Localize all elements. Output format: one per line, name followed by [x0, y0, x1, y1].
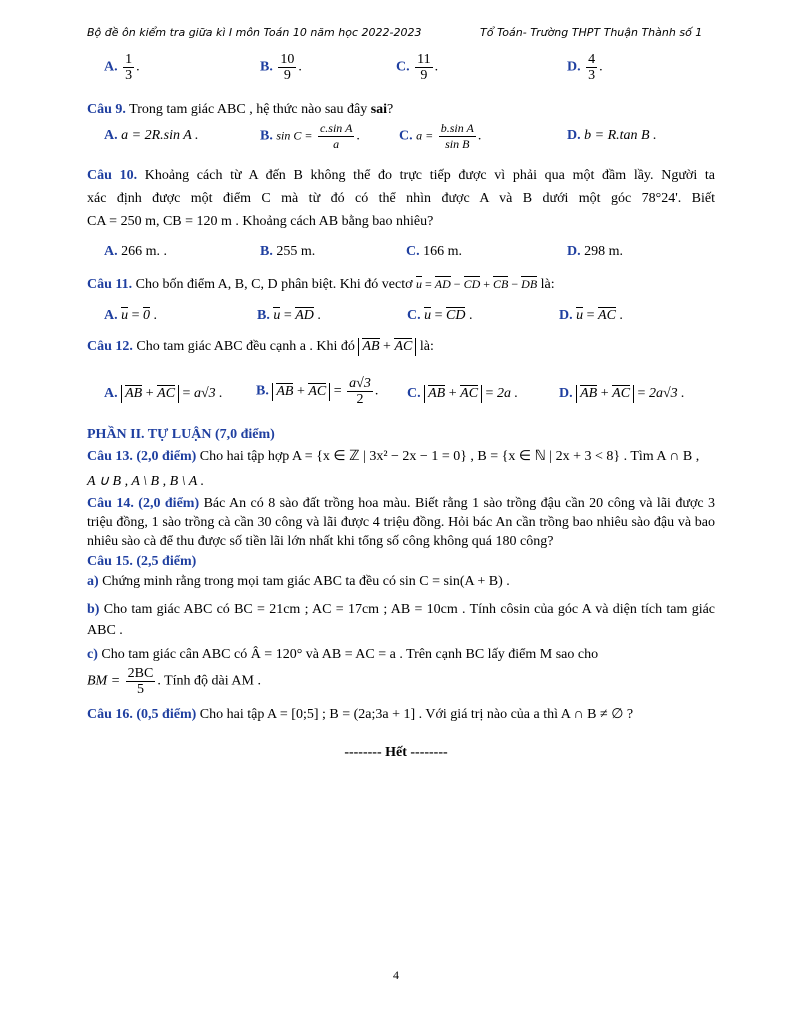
question-14: Câu 14. (2,0 điểm) Bác An có 8 sào đất trồng hoa màu. Biết rằng 1 sào trồng đậu cần 20 công và lãi được 3 triệu đồng, 1 sào trồng cà cần 30 công và lãi được 4 triệu đồng. Hỏi bác An cần trồng bao nhiêu sào đậu và bao nhiêu sào cà để thu được số tiền lãi lớn nhất khi tổng số công không quá 180 công? [87, 496, 716, 549]
end-marker: -------- Hết -------- [344, 745, 448, 760]
q10-answer-b: B. 255 m. [260, 244, 316, 259]
q11-answer-b: B. u = AD . [257, 308, 321, 323]
q8-answer-d: D. $\frac{4}{3}$ . [567, 52, 603, 83]
question-16: Câu 16. (0,5 điểm) Cho hai tập A = [0;5] ; B = (2a;3a + 1] . Với giá trị nào của a thì A ∩ B ≠ ∅ ? [87, 707, 634, 722]
question-11: Câu 11. Cho bốn điểm A, B, C, D phân biệt. Khi đó vectơ u = AD − CD + CB − DB là: [87, 277, 555, 292]
q8-answer-b: B. $\frac{10}{9}$ . [260, 52, 302, 83]
q12-answer-d: D. AB + AC = 2a√3 . [559, 386, 685, 401]
q12-answer-b: B. AB + AC = $\frac{a√3}{2}$ . [256, 376, 379, 407]
question-13: Câu 13. (2,0 điểm) Cho hai tập hợp A = {x ∈ ℤ | 3x² − 2x − 1 = 0} , B = {x ∈ ℕ | 2x + 3 < 8} . Tìm A ∩ B , [87, 449, 700, 464]
q11-answer-c: C. u = CD . [407, 308, 473, 323]
q9-answer-a: A. a = 2R.sin A . [104, 128, 199, 143]
header-left: Bộ đề ôn kiểm tra giữa kì I môn Toán 10 năm học 2022-2023 [87, 26, 422, 39]
q12-answer-a: A. AB + AC = a√3 . [104, 386, 223, 401]
question-15c: c) Cho tam giác cân ABC có Â = 120° và AB = AC = a . Trên cạnh BC lấy điểm M sao cho [87, 647, 599, 662]
question-9: Câu 9. Trong tam giác ABC , hệ thức nào sau đây sai? [87, 102, 394, 117]
q10-answer-c: C. 166 m. [406, 244, 463, 259]
question-15b: b) Cho tam giác ABC có BC = 21cm ; AC = 17cm ; AB = 10cm . Tính côsin của góc A và diện tích tam giác ABC . [87, 602, 716, 638]
question-10: Câu 10. Khoảng cách từ A đến B không thể đo trực tiếp được vì phải qua một đầm lầy. Người ta xác định được một điểm C mà từ đó có thể nhìn được A và B dưới một góc 78°24'. Biết CA = 250 m, CB = 120 m . Khoảng cách AB bằng bao nhiêu? [87, 168, 715, 229]
q10-answer-d: D. 298 m. [567, 244, 624, 259]
question-12: Câu 12. Cho tam giác ABC đều cạnh a . Khi đó AB + AC là: [87, 339, 434, 354]
q8-answer-c: C. $\frac{11}{9}$ . [396, 52, 439, 83]
q11-answer-d: D. u = AC . [559, 308, 623, 323]
q9-answer-c: C. a = $\frac{\text{b.sin A}}{\text{sin B}}$ . [399, 121, 482, 151]
question-15c-line2: BM = $\frac{2BC}{5}$ . Tính độ dài AM . [87, 666, 261, 697]
header-right: Tổ Toán- Trường THPT Thuận Thành số 1 [480, 26, 703, 39]
part-2-heading: PHẦN II. TỰ LUẬN (7,0 điểm) [87, 427, 275, 442]
q9-answer-b: B. sin C = $\frac{\text{c.sin A}}{a}$ . [260, 121, 360, 151]
q9-answer-d: D. b = R.tan B . [567, 128, 657, 143]
q11-answer-a: A. u = 0 . [104, 308, 158, 323]
page-number: 4 [393, 968, 399, 982]
q8-answer-a: A. $\frac{1}{3}$ . [104, 52, 140, 83]
question-13-line2: A ∪ B , A \ B , B \ A . [87, 474, 205, 489]
q12-answer-c: C. AB + AC = 2a . [407, 386, 518, 401]
q10-answer-a: A. 266 m. . [104, 244, 168, 259]
question-15-label: Câu 15. (2,5 điểm) [87, 554, 197, 569]
question-15a: a) Chứng minh rằng trong mọi tam giác ABC ta đều có sin C = sin(A + B) . [87, 574, 510, 589]
